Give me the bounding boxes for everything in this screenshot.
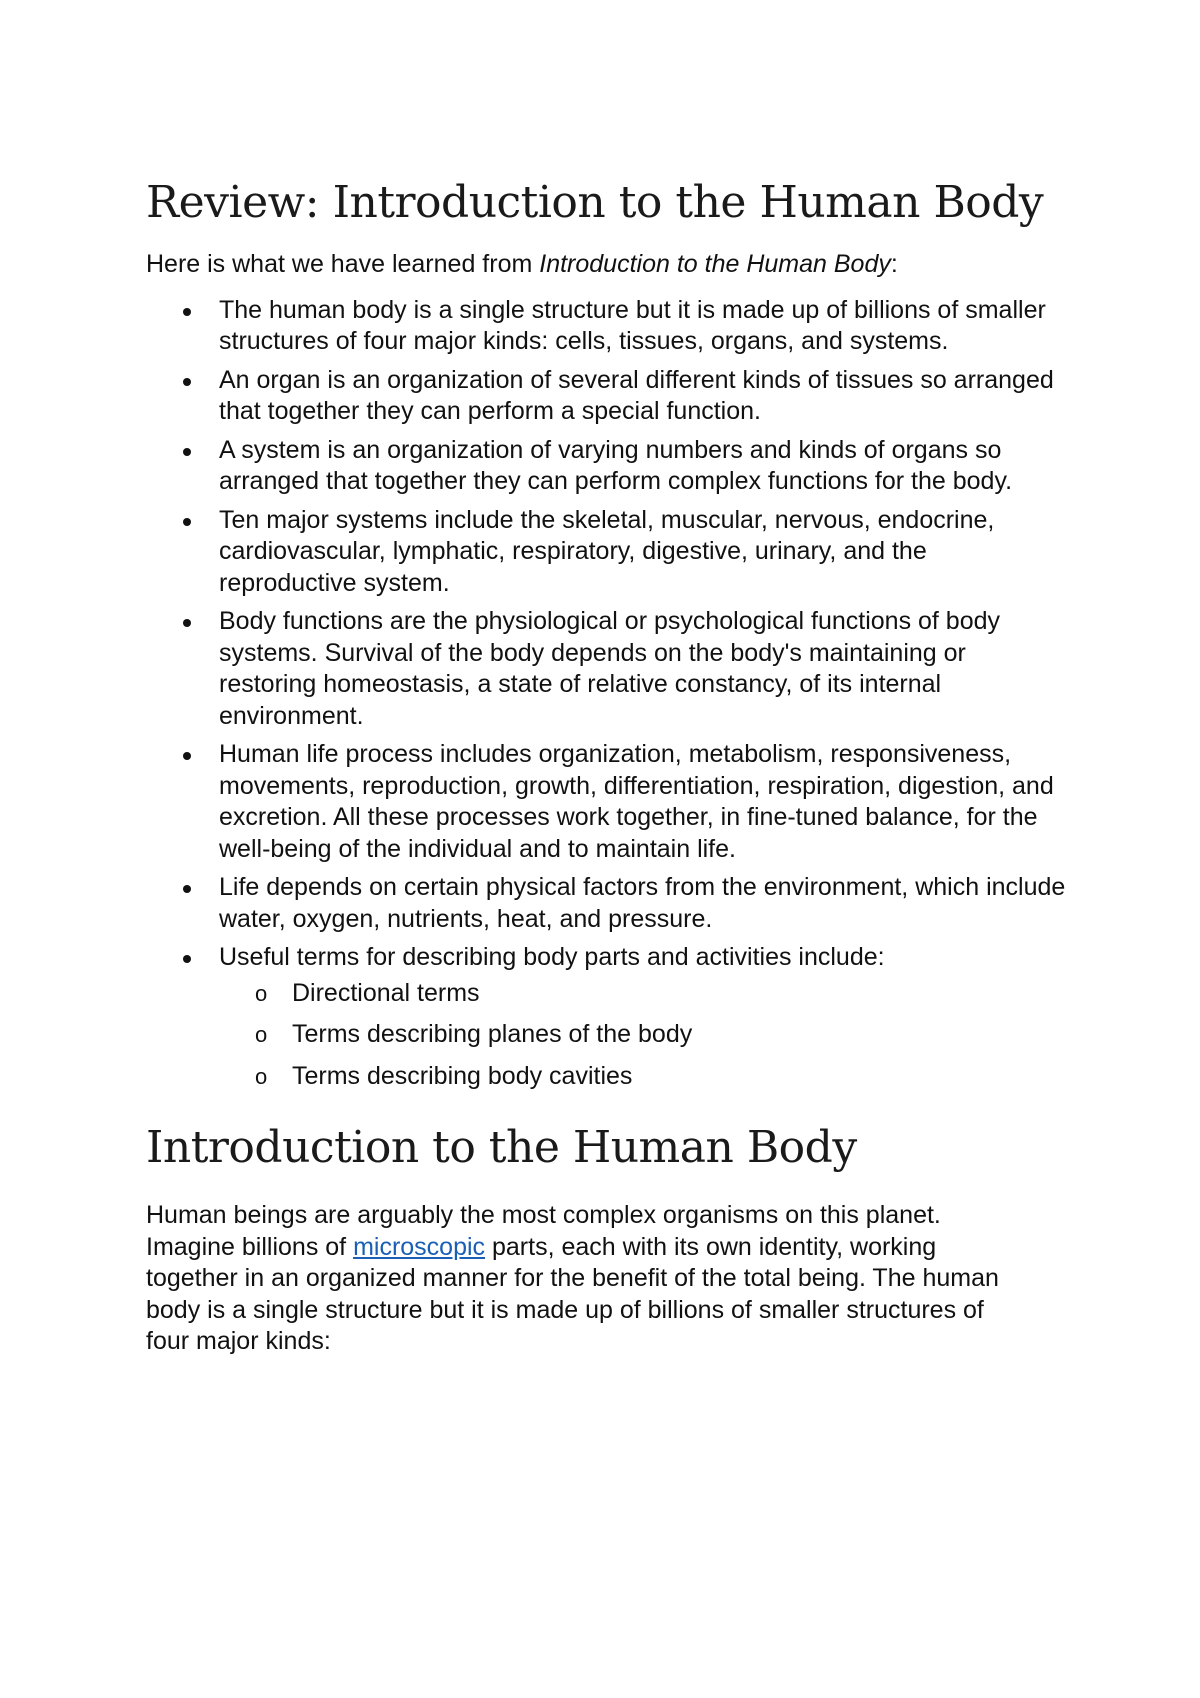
- list-item-text: An organ is an organization of several different kinds of tissues so arranged that together they can perform a special function.: [219, 365, 1054, 425]
- paragraph-text-start: Human beings are arguably the most complex organisms on this planet. Imagine billions of: [146, 1201, 941, 1261]
- bullet-icon: [183, 308, 191, 316]
- list-item: [146, 872, 1066, 935]
- bullet-icon: [183, 378, 191, 386]
- document-content: [146, 175, 1066, 1358]
- list-item: [146, 295, 1066, 358]
- sublist-item-text: Terms describing body cavities: [292, 1061, 633, 1090]
- paragraph-text-end: parts, each with its own identity, working together in an organized manner for the benefit of the total being. The human body is a single structure but it is made up of billions of smaller structures of four major kinds:: [146, 1232, 999, 1355]
- section-heading: Introduction to the Human Body: [146, 1122, 857, 1173]
- bullet-icon: [183, 518, 191, 526]
- list-item: [146, 739, 1066, 865]
- summary-list: [146, 295, 1066, 1093]
- list-item-text: Ten major systems include the skeletal, muscular, nervous, endocrine, cardiovascular, lymphatic, respiratory, digestive, urinary, and the reproductive system.: [219, 505, 995, 597]
- bullet-icon: [183, 955, 191, 963]
- sublist-item-text: Terms describing planes of the body: [292, 1020, 693, 1048]
- body-paragraph: [146, 1200, 1026, 1358]
- circle-bullet-icon: o: [255, 980, 268, 1006]
- list-item-text: Human life process includes organization, metabolism, responsiveness, movements, reproduction, growth, differentiation, respiration, digestion, and excretion. All these processes work together, in fine-tuned balance, for the well-being of the individual and to maintain life.: [219, 740, 1054, 863]
- microscopic-link[interactable]: microscopic: [353, 1232, 486, 1261]
- circle-bullet-icon: o: [255, 1063, 268, 1089]
- intro-title-italic: Introduction to the Human Body: [539, 250, 891, 278]
- list-item-text: Body functions are the physiological or psychological functions of body systems. Survival of the body depends on the body's maintaining or restoring homeostasis, a state of relative constancy, of its internal environment.: [219, 607, 1001, 730]
- intro-prefix: Here is what we have learned from: [146, 250, 540, 278]
- list-item-text: The human body is a single structure but it is made up of billions of smaller structures of four major kinds: cells, tissues, organs, and systems.: [219, 295, 1046, 355]
- list-item: [146, 606, 1066, 732]
- intro-suffix: :: [890, 250, 898, 278]
- list-item-text: Life depends on certain physical factors from the environment, which include water, oxygen, nutrients, heat, and pressure.: [219, 873, 1066, 933]
- sublist-item-text: Directional terms: [292, 978, 480, 1007]
- terms-sublist: [219, 978, 1066, 1093]
- circle-bullet-icon: o: [255, 1022, 268, 1047]
- sublist-item: [219, 1019, 1066, 1051]
- bullet-icon: [183, 619, 191, 627]
- list-item: [146, 505, 1066, 600]
- sublist-item: [219, 978, 1066, 1010]
- list-item: [146, 942, 1066, 1092]
- list-item: [146, 435, 1066, 498]
- bullet-icon: [183, 448, 191, 456]
- bullet-icon: [183, 885, 191, 893]
- review-heading: Review: Introduction to the Human Body: [146, 177, 1044, 228]
- bullet-icon: [183, 752, 191, 760]
- intro-line: [146, 249, 1066, 281]
- list-item-text: Useful terms for describing body parts and activities include:: [219, 943, 885, 971]
- list-item: [146, 365, 1066, 428]
- list-item-text: A system is an organization of varying numbers and kinds of organs so arranged that together they can perform complex functions for the body.: [219, 435, 1013, 495]
- sublist-item: [219, 1061, 1066, 1093]
